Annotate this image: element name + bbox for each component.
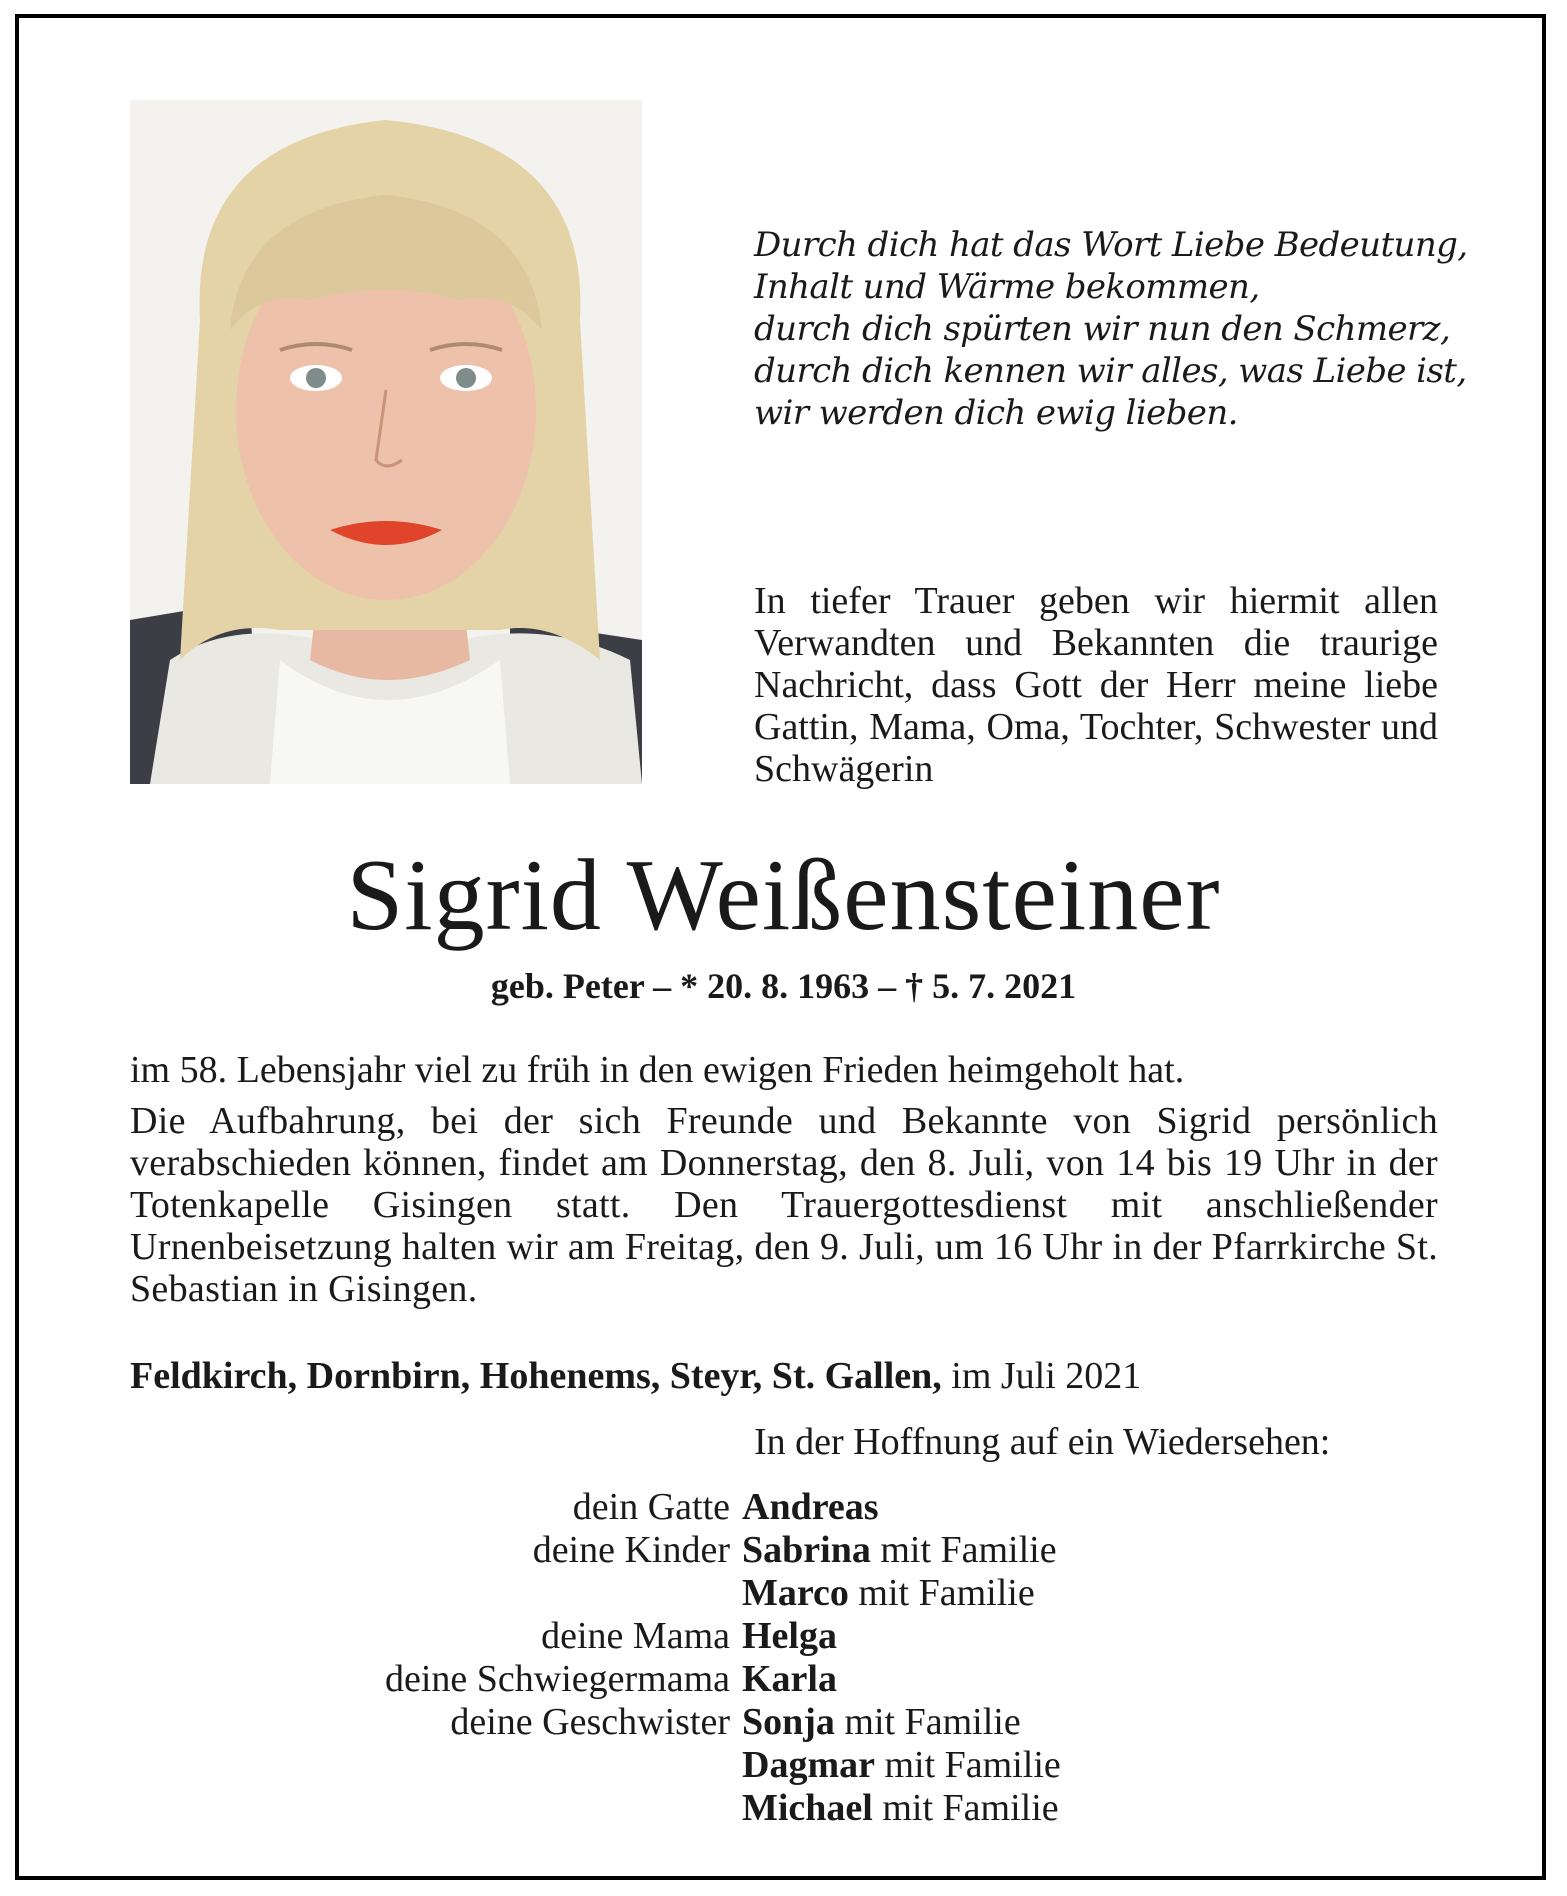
family-row bbox=[130, 1572, 1440, 1615]
family-row bbox=[130, 1701, 1440, 1744]
birth-death-dates: geb. Peter – * 20. 8. 1963 – † 5. 7. 2021 bbox=[490, 966, 1077, 1006]
family-member bbox=[742, 1529, 1057, 1572]
family-relation: dein Gatte bbox=[572, 1486, 730, 1528]
poem-line: Inhalt und Wärme bekommen, bbox=[754, 267, 1260, 307]
lead-text: im 58. Lebensjahr viel zu früh in den ewigen Frieden heimgeholt hat. bbox=[130, 1049, 1185, 1091]
member-name: Karla bbox=[742, 1658, 837, 1700]
member-suffix: mit Familie bbox=[884, 1744, 1061, 1786]
ceremony-details: Die Aufbahrung, bei der sich Freunde und Bekannte von Sigrid persönlich verabschieden können, findet am Donnerstag, den 8. Juli, von 14 bis 19 Uhr in der Totenkapelle Gisingen statt. Den Trauergottesdienst mit anschließender Urnenbeisetzung halten wir am Freitag, den 9. Juli, um 16 Uhr in der Pfarrkirche St. Sebastian in Gisingen. bbox=[130, 1100, 1438, 1310]
hope-line: In der Hoffnung auf ein Wiedersehen: bbox=[754, 1421, 1331, 1463]
family-row bbox=[130, 1529, 1440, 1572]
place-cities: Feldkirch, Dornbirn, Hohenems, Steyr, St. Gallen, bbox=[130, 1355, 942, 1397]
member-name: Helga bbox=[742, 1615, 837, 1657]
family-relation: deine Kinder bbox=[532, 1529, 730, 1571]
deceased-name: Sigrid Weißensteiner bbox=[346, 839, 1221, 952]
family-row bbox=[130, 1658, 1440, 1701]
poem bbox=[754, 224, 1474, 434]
family-row bbox=[130, 1787, 1440, 1830]
member-suffix: mit Familie bbox=[880, 1529, 1057, 1571]
family-relation: deine Mama bbox=[541, 1615, 730, 1657]
family-member bbox=[742, 1615, 837, 1658]
family-member bbox=[742, 1658, 837, 1701]
family-relation bbox=[130, 1572, 742, 1615]
family-relation: deine Schwiegermama bbox=[384, 1658, 730, 1700]
family-member bbox=[742, 1486, 879, 1529]
family-member bbox=[742, 1701, 1021, 1744]
place-date-line bbox=[130, 1354, 1430, 1398]
poem-line: Durch dich hat das Wort Liebe Bedeutung, bbox=[754, 225, 1468, 265]
member-name: Sonja bbox=[742, 1701, 835, 1743]
family-member bbox=[742, 1744, 1061, 1787]
family-row bbox=[130, 1615, 1440, 1658]
family-row bbox=[130, 1486, 1440, 1529]
family-member bbox=[742, 1787, 1059, 1830]
member-name: Dagmar bbox=[742, 1744, 875, 1786]
family-row bbox=[130, 1744, 1440, 1787]
family-list bbox=[130, 1486, 1440, 1830]
member-name: Marco bbox=[742, 1572, 849, 1614]
place-date: im Juli 2021 bbox=[951, 1355, 1142, 1397]
family-member bbox=[742, 1572, 1035, 1615]
family-relation: deine Geschwister bbox=[450, 1701, 730, 1743]
member-name: Andreas bbox=[742, 1486, 879, 1528]
intro-text: In tiefer Trauer geben wir hiermit allen Verwandten und Bekannten die traurige Nachricht, dass Gott der Herr meine liebe Gattin, Mama, Oma, Tochter, Schwester und Schwägerin bbox=[754, 580, 1438, 790]
poem-line: durch dich spürten wir nun den Schmerz, bbox=[754, 309, 1451, 349]
poem-line: wir werden dich ewig lieben. bbox=[754, 393, 1238, 433]
portrait-photo bbox=[130, 100, 642, 784]
member-suffix: mit Familie bbox=[844, 1701, 1021, 1743]
member-suffix: mit Familie bbox=[882, 1787, 1059, 1829]
poem-line: durch dich kennen wir alles, was Liebe ist, bbox=[754, 351, 1467, 391]
member-name: Sabrina bbox=[742, 1529, 871, 1571]
family-relation bbox=[130, 1744, 742, 1787]
member-name: Michael bbox=[742, 1787, 873, 1829]
member-suffix: mit Familie bbox=[858, 1572, 1035, 1614]
family-relation bbox=[130, 1787, 742, 1830]
